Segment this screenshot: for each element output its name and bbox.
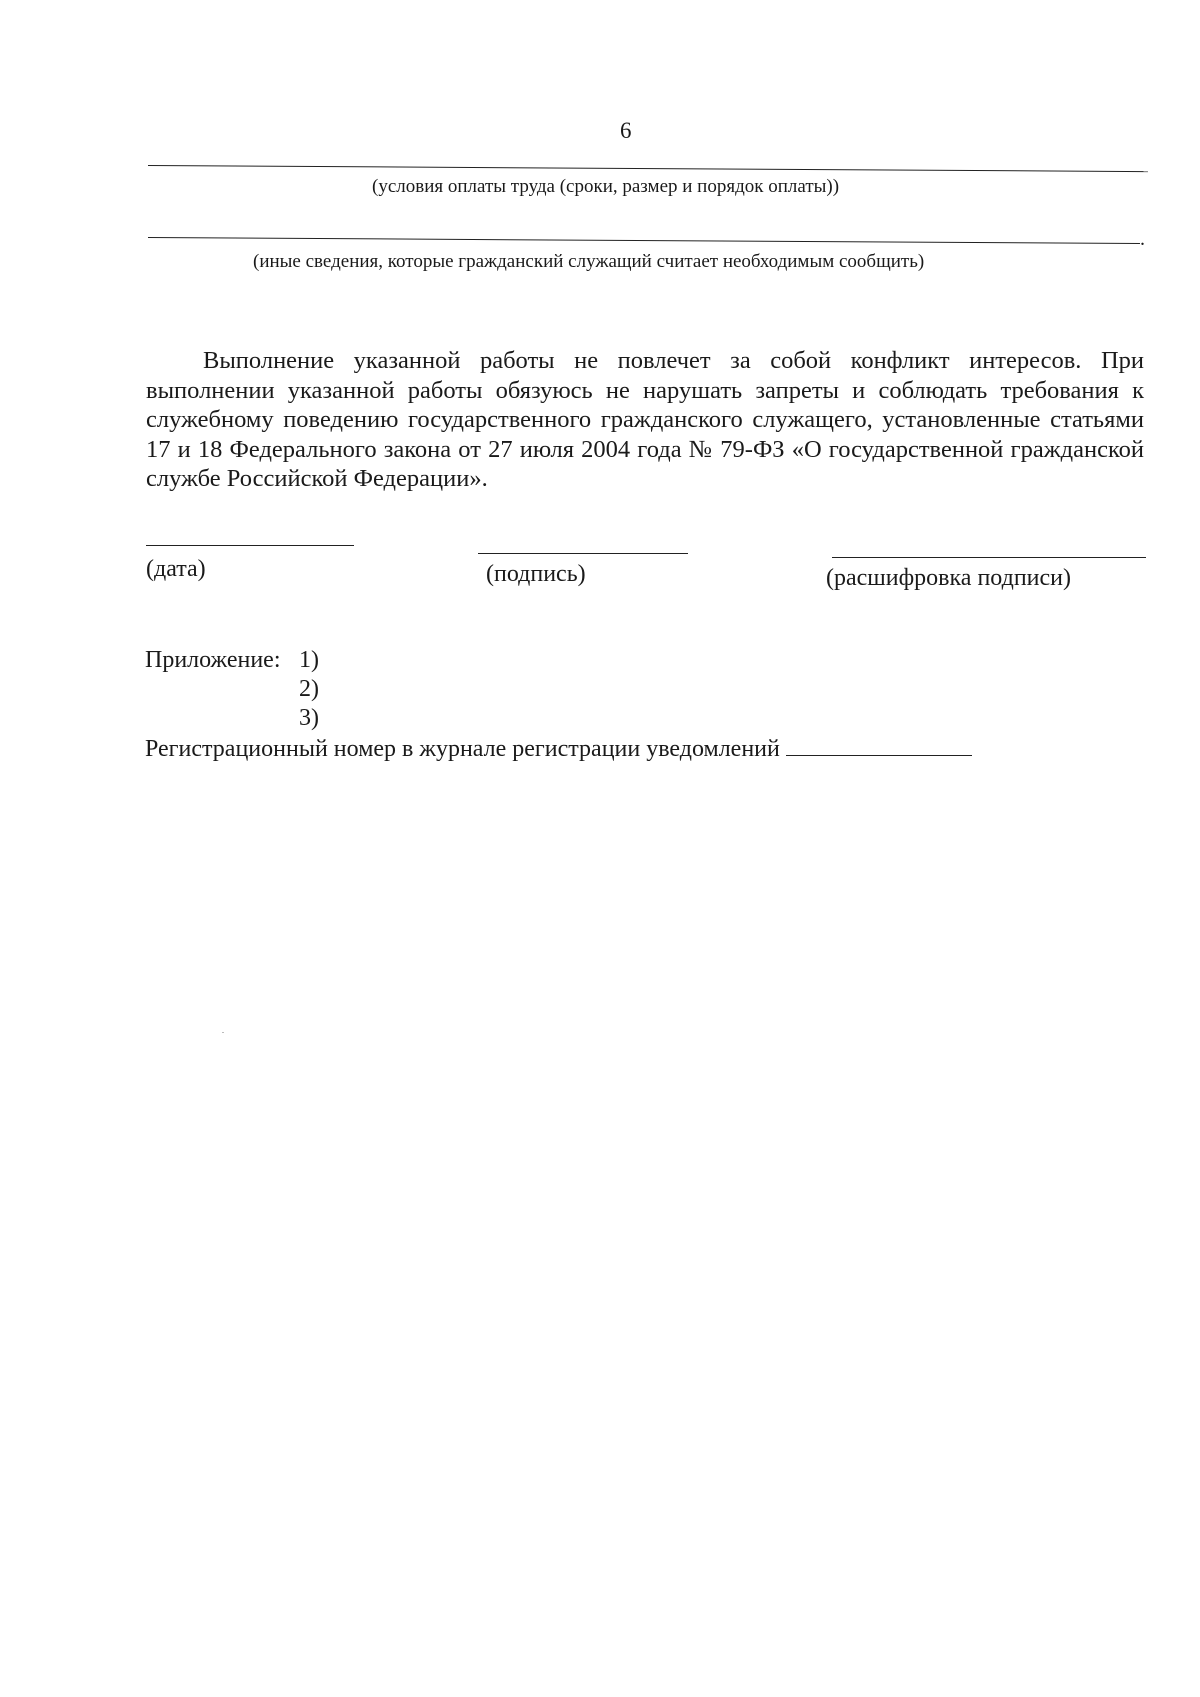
- registration-row: [145, 736, 972, 763]
- date-label: (дата): [146, 556, 206, 582]
- payment-terms-caption: (условия оплаты труда (сроки, размер и порядок оплаты)): [372, 176, 840, 197]
- registration-text: Регистрационный номер в журнале регистрации уведомлений: [145, 736, 780, 762]
- registration-number-line: [786, 754, 972, 756]
- scan-speck: [222, 1032, 224, 1033]
- attachment-item-3: 3): [299, 705, 319, 731]
- attachment-item-2: 2): [299, 676, 319, 702]
- decoding-label: (расшифровка подписи): [826, 565, 1071, 591]
- signature-label: (подпись): [486, 561, 586, 587]
- attachments-label: Приложение:: [145, 647, 281, 673]
- decoding-line: [832, 557, 1146, 558]
- page-number: 6: [620, 118, 632, 143]
- date-line: [146, 545, 354, 546]
- signature-line: [478, 553, 688, 554]
- other-info-line: [148, 237, 1140, 244]
- attachment-item-1: 1): [299, 647, 319, 673]
- statement-paragraph: Выполнение указанной работы не повлечет за собой конфликт интересов. При выполнении указанной работы обязуюсь не нарушать запреты и соблюдать требования к служебному поведению государственного гражданского служащего, установленные статьями 17 и 18 Федерального закона от 27 июля 2004 года № 79-ФЗ «О государственной гражданской службе Российской Федерации».: [146, 347, 1144, 492]
- payment-terms-line: [148, 165, 1148, 172]
- other-info-caption: (иные сведения, которые гражданский служащий считает необходимым сообщить): [253, 251, 925, 272]
- trailing-dot: .: [1140, 228, 1145, 250]
